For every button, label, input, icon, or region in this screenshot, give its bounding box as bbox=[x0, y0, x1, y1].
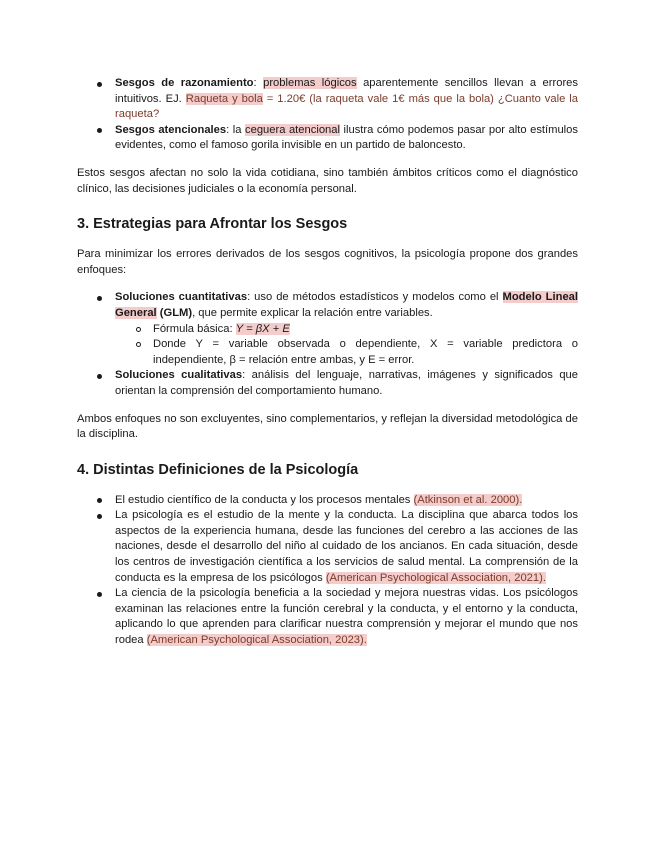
highlight-raqueta-bola: Raqueta y bola bbox=[185, 92, 263, 105]
text-cuantitativas-2: , que permite explicar la relación entre variables. bbox=[192, 306, 433, 319]
term-cualitativas: Soluciones cualitativas bbox=[115, 369, 243, 382]
variables-definition: Donde Y = variable observada o dependiente, X = variable predictora o independiente, β = relación entre ambas, y E = error. bbox=[153, 338, 578, 366]
term-glm: (GLM) bbox=[156, 306, 193, 319]
list-item-definition-3 bbox=[115, 586, 578, 648]
section-4-heading: 4. Distintas Definiciones de la Psicología bbox=[77, 461, 359, 478]
citation-atkinson: (Atkinson et al. 2000). bbox=[413, 493, 523, 506]
bias-list bbox=[77, 76, 578, 154]
text-cuantitativas-1: : uso de métodos estadísticos y modelos como el bbox=[247, 291, 503, 304]
formula-sublist bbox=[115, 322, 578, 369]
text-colon: : bbox=[253, 77, 264, 89]
formula-label: Fórmula básica: bbox=[153, 322, 236, 335]
list-item-definition-2 bbox=[115, 508, 578, 586]
highlight-ceguera-atencional: ceguera atencional bbox=[245, 123, 340, 136]
text-razonamiento-1: aparentemente sencillos llevan a errores intuitivos. EJ. bbox=[115, 77, 578, 105]
definitions-list bbox=[77, 493, 578, 649]
definition-2-text: La psicología es el estudio de la mente y la conducta. La disciplina que abarca todos los aspectos de la experiencia humana, desde las funciones del cerebro a las acciones de las naciones, desde el desarrollo del niño al cuidado de los ancianos. En cada situación, desde los centros de investigación científica a los servicios de salud mental. La comprensión de la conducta es la empresa de los psicólogos bbox=[115, 509, 578, 584]
text-atencionales: ilustra cómo podemos pasar por alto estímulos evidentes, como el famoso gorila invisible en un partido de baloncesto. bbox=[115, 123, 578, 152]
list-item-razonamiento bbox=[115, 76, 578, 123]
section-3-intro: Para minimizar los errores derivados de los sesgos cognitivos, la psicología propone dos grandes enfoques: bbox=[77, 248, 578, 276]
term-razonamiento: Sesgos de razonamiento bbox=[115, 77, 254, 89]
highlight-problemas-logicos: problemas lógicos bbox=[263, 77, 357, 89]
sublist-item-variables bbox=[153, 337, 578, 368]
citation-apa-2023: (American Psychological Association, 2023). bbox=[146, 634, 367, 647]
term-atencionales: Sesgos atencionales bbox=[115, 123, 227, 136]
section-3-closing: Ambos enfoques no son excluyentes, sino complementarios, y reflejan la diversidad metodológica de la disciplina. bbox=[77, 412, 578, 441]
strategies-list bbox=[77, 290, 578, 399]
term-cuantitativas: Soluciones cuantitativas bbox=[115, 291, 248, 304]
list-item-definition-1 bbox=[115, 493, 578, 509]
definition-1-text: El estudio científico de la conducta y los procesos mentales bbox=[115, 493, 414, 506]
document-content bbox=[77, 76, 578, 649]
definition-3-text: La ciencia de la psicología beneficia a la sociedad y mejora nuestras vidas. Los psicólogos examinan las relaciones entre la función cerebral y la conducta, y el entorno y la conducta, aplicando lo que aprenden para clarificar nuestra comprensión y mejorar el mundo que nos rodea bbox=[115, 587, 578, 647]
text-cualitativas: : análisis del lenguaje, narrativas, imágenes y significados que orientan la comprensión del comportamiento humano. bbox=[115, 369, 579, 397]
highlight-modelo-lineal-general: Modelo Lineal General bbox=[115, 291, 579, 319]
text-raqueta-question: = 1.20€ (la raqueta vale 1€ más que la bola) ¿Cuanto vale la raqueta? bbox=[115, 92, 579, 121]
paragraph-effects: Estos sesgos afectan no solo la vida cotidiana, sino también ámbitos críticos como el diagnóstico clínico, las decisiones judiciales o la economía personal. bbox=[77, 166, 578, 195]
section-3-heading: 3. Estrategias para Afrontar los Sesgos bbox=[77, 216, 348, 233]
citation-apa-2021: (American Psychological Association, 2021). bbox=[325, 571, 546, 584]
text-colon: : la bbox=[226, 123, 245, 136]
list-item-atencionales bbox=[115, 123, 578, 154]
sublist-item-formula bbox=[153, 322, 578, 338]
list-item-cuantitativas bbox=[115, 290, 578, 368]
list-item-cualitativas bbox=[115, 368, 578, 399]
formula-glm: Y = βX + E bbox=[235, 322, 290, 335]
